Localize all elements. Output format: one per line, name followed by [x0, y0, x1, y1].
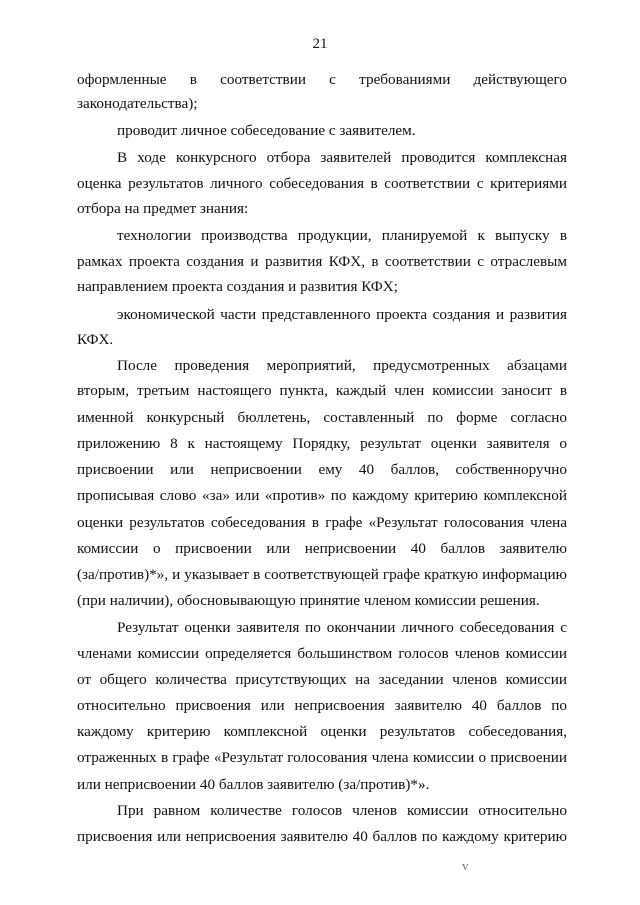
- text-line: приложению 8 к настоящему Порядку, результат оценки заявителя о: [77, 435, 567, 452]
- text-line: от общего количества присутствующих на заседании членов комиссии: [77, 671, 567, 688]
- text-line: оценки результатов собеседования в графе «Результат голосования члена: [77, 514, 567, 531]
- text-line: или неприсвоении 40 баллов заявителю (за/против)*».: [77, 776, 430, 793]
- page-number: 21: [312, 36, 328, 52]
- text-line: оформленные в соответствии с требованиями действующего: [77, 71, 567, 88]
- text-line: технологии производства продукции, планируемой к выпуску в: [117, 227, 567, 244]
- text-line: членами комиссии определяется большинством голосов членов комиссии: [77, 645, 567, 662]
- text-line: рамках проекта создания и развития КФХ, в соответствии с отраслевым: [77, 253, 567, 270]
- text-line: каждому критерию комплексной оценки результатов собеседования,: [77, 723, 567, 740]
- text-line: При равном количестве голосов членов комиссии относительно: [117, 802, 567, 819]
- text-line: В ходе конкурсного отбора заявителей проводится комплексная: [117, 149, 567, 166]
- text-line: комиссии о присвоении или неприсвоении 40 баллов заявителю: [77, 540, 567, 557]
- text-line: экономической части представленного проекта создания и развития: [117, 306, 567, 323]
- text-line: Результат оценки заявителя по окончании личного собеседования с: [117, 619, 567, 636]
- text-line: присвоения или неприсвоения заявителю 40 баллов по каждому критерию: [77, 828, 567, 845]
- margin-mark: v: [462, 858, 469, 873]
- text-line: относительно присвоения или неприсвоения заявителю 40 баллов по: [77, 697, 567, 714]
- text-line: проводит личное собеседование с заявителем.: [117, 122, 416, 139]
- text-line: отраженных в графе «Результат голосования члена комиссии о присвоении: [77, 749, 567, 766]
- text-line: именной конкурсный бюллетень, составленный по форме согласно: [77, 409, 567, 426]
- text-line: отбора на предмет знания:: [77, 200, 249, 217]
- text-line: прописывая слово «за» или «против» по каждому критерию комплексной: [77, 487, 567, 504]
- text-line: (за/против)*», и указывает в соответствующей графе краткую информацию: [77, 566, 567, 583]
- text-line: направлением проекта создания и развития КФХ;: [77, 278, 398, 295]
- text-line: присвоении или неприсвоении ему 40 баллов, собственноручно: [77, 461, 567, 478]
- text-line: После проведения мероприятий, предусмотренных абзацами: [117, 357, 567, 374]
- text-line: (при наличии), обосновывающую принятие членом комиссии решения.: [77, 592, 540, 609]
- text-line: вторым, третьим настоящего пункта, каждый член комиссии заносит в: [77, 382, 567, 399]
- text-line: законодательства);: [77, 95, 198, 112]
- text-line: оценка результатов личного собеседования в соответствии с критериями: [77, 175, 567, 192]
- text-line: КФХ.: [77, 331, 114, 348]
